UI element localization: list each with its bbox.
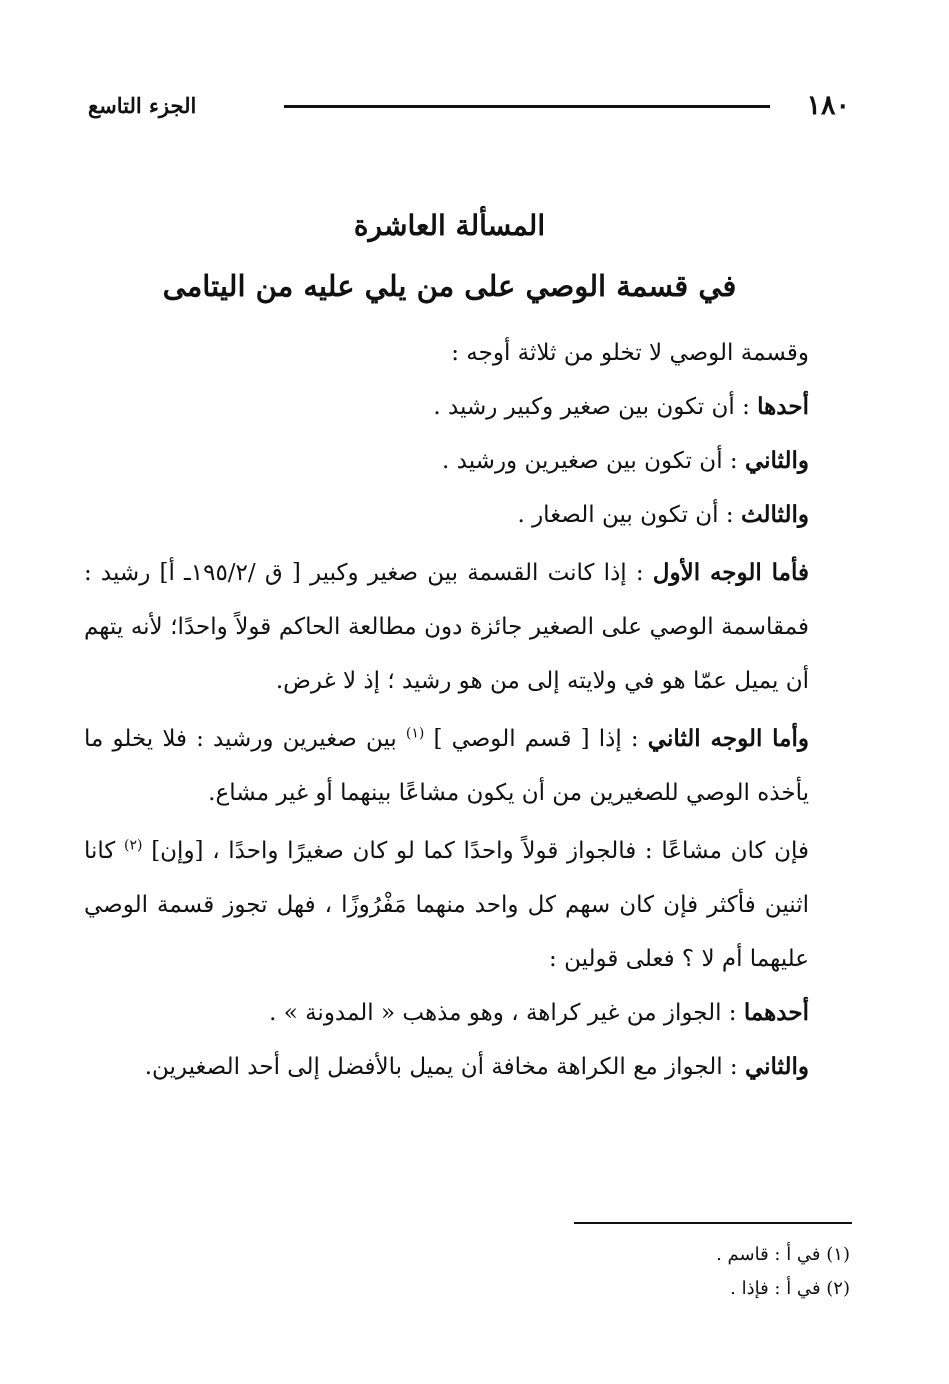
footnote-rule [574,1222,852,1224]
paragraph-lead: أحدها [757,393,809,420]
footnote-marker: (٢) [124,837,143,854]
running-header [88,86,850,126]
page-number: ١٨٠ [806,90,850,121]
paragraph-first-case [84,380,809,434]
paragraph-lead: والثاني [744,1053,809,1080]
paragraph-third-case [84,488,809,542]
header-rule [284,105,770,108]
chapter-title: المسألة العاشرة [353,209,546,242]
footnote-1: (١) في أ : قاسم . [716,1244,850,1265]
footnotes [380,1238,850,1306]
paragraph-text: : الجواز مع الكراهة مخافة أن يميل بالأفضل إلى أحد الصغيرين. [144,1054,745,1080]
paragraph-text: : الجواز من غير كراهة ، وهو مذهب « المدونة » . [269,1000,744,1026]
paragraph-first-aspect [84,546,809,708]
paragraph-second-aspect [84,712,809,820]
paragraph-lead: أحدهما [743,999,809,1026]
body-text [84,326,809,1094]
paragraph-intro [84,326,809,380]
paragraph-second-opinion [84,1040,809,1094]
paragraph-text: : أن تكون بين صغيرين ورشيد . [442,448,745,474]
part-title: الجزء التاسع [88,93,197,118]
footnote-2: (٢) في أ : فإذا . [730,1278,850,1299]
footnote-marker: (١) [405,725,425,742]
paragraph-second-case [84,434,809,488]
chapter-subtitle: في قسمة الوصي على من يلي عليه من اليتامى [162,269,737,303]
paragraph-shared-case [84,824,809,986]
paragraph-text: : أن تكون بين صغير وكبير رشيد . [433,394,758,420]
paragraph-first-opinion [84,986,809,1040]
paragraph-lead: والثاني [744,447,809,474]
paragraph-lead: وأما الوجه الثاني [647,725,809,752]
paragraph-lead: فأما الوجه الأول [652,559,809,586]
paragraph-text: فإن كان مشاعًا : فالجواز قولاً واحدًا كما لو كان صغيرًا واحدًا ، [وإن] [142,838,809,864]
paragraph-text: بين صغيرين ورشيد : فلا يخلو ما يأخذه الوصي للصغيرين من أن يكون مشاعًا بينهما أو غير مشاع. [84,726,809,806]
paragraph-lead: والثالث [740,501,809,528]
paragraph-text: وقسمة الوصي لا تخلو من ثلاثة أوجه : [451,340,809,366]
paragraph-text: : أن تكون بين الصغار . [517,502,741,528]
paragraph-text: كانا اثنين فأكثر فإن كان سهم كل واحد منهما مَفْرُوزًا ، فهل تجوز قسمة الوصي عليهما أم لا ؟ فعلى قولين : [84,838,809,972]
paragraph-text: : إذا [ قسم الوصي ] [424,726,648,752]
paragraph-text: : إذا كانت القسمة بين صغير وكبير [ ق /١٩٥/٢ـ أ] رشيد : فمقاسمة الوصي على الصغير جائزة دون مطالعة الحاكم قولاً واحدًا؛ لأنه يتهم أن يميل عمّا هو في ولايته إلى من هو رشيد ؛ إذ لا غرض. [84,560,809,694]
